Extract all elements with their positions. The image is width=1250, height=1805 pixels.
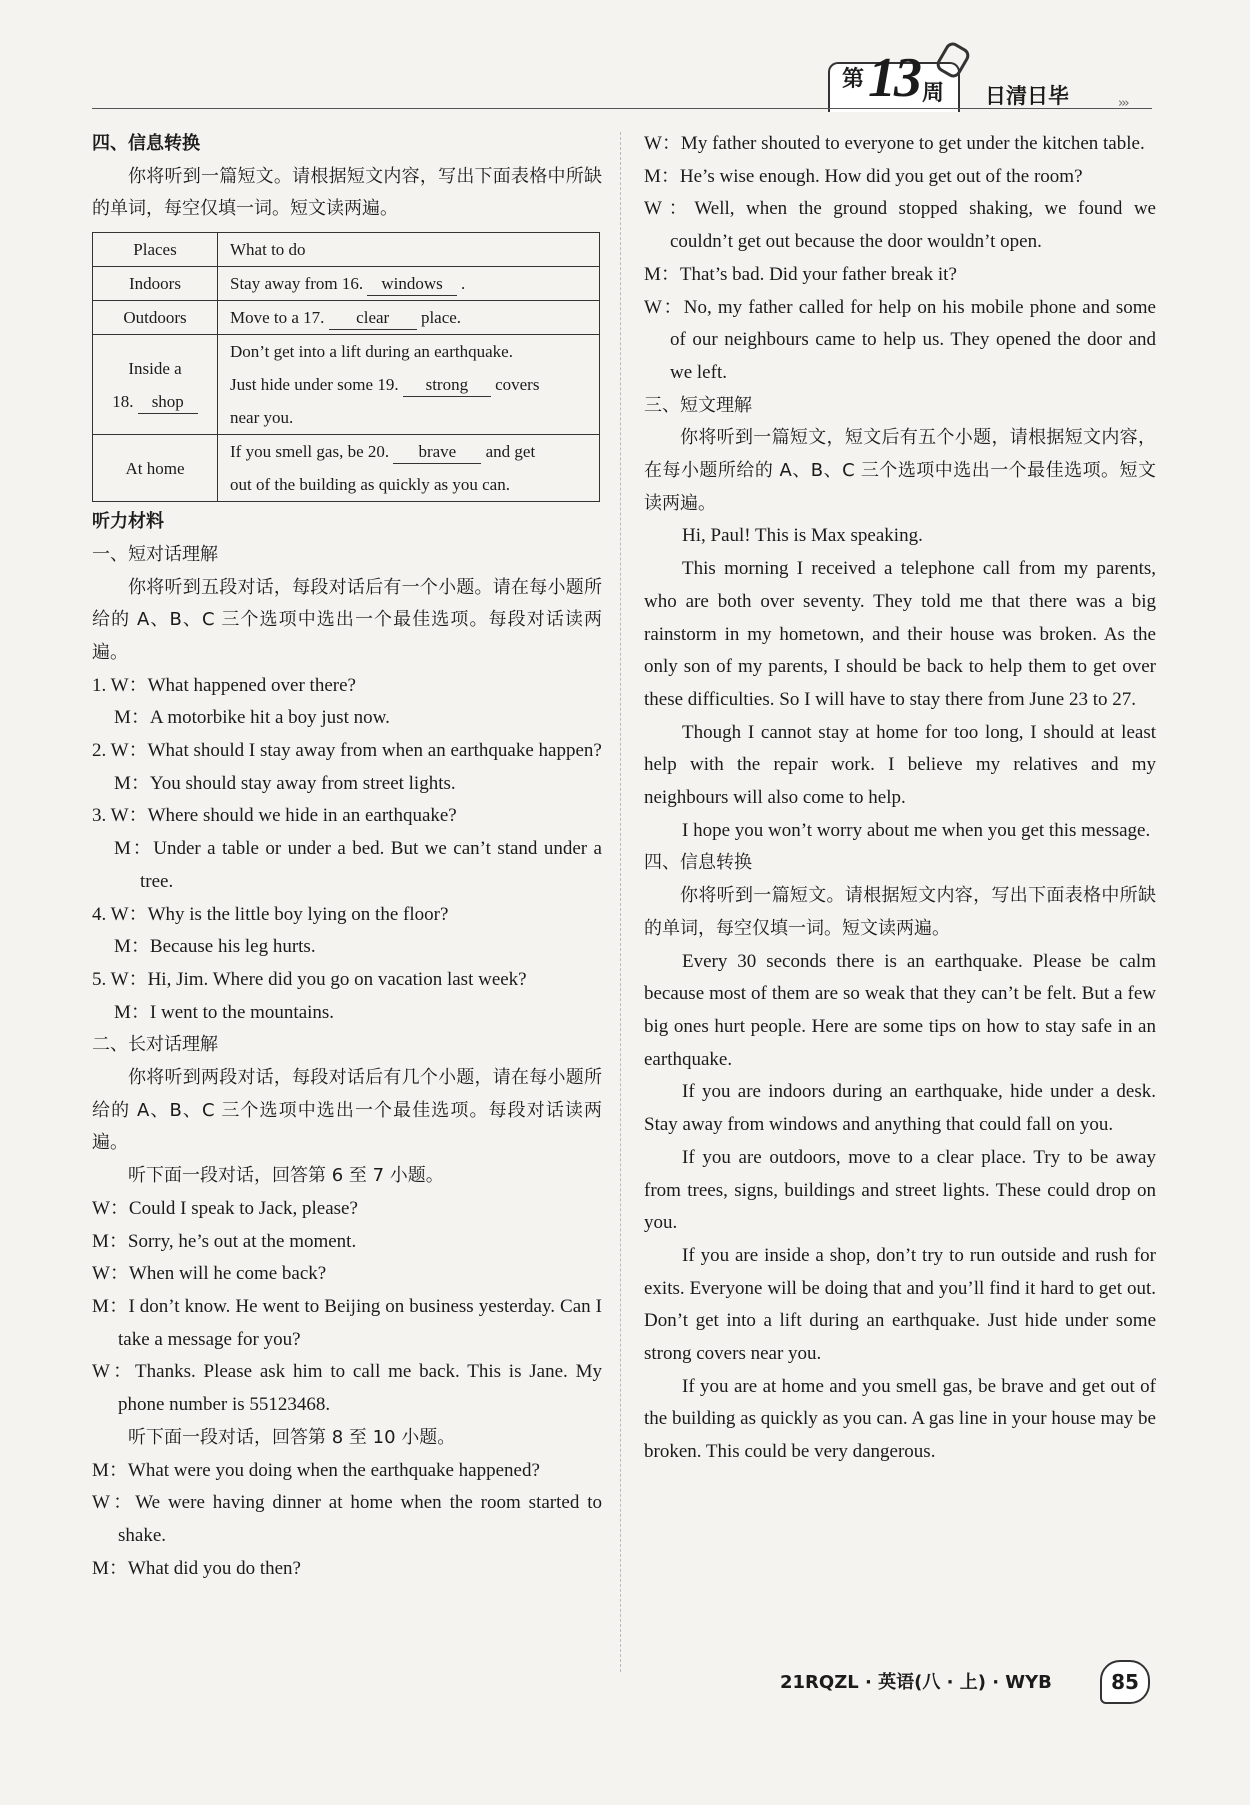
dialogue-line: W：No, my father called for help on his mobile phone and some of our neighbours came to help us. They opened the door and we left. — [644, 296, 1156, 383]
dialogue-line: 5. W：Hi, Jim. Where did you go on vacation last week? — [92, 968, 527, 990]
cell-line — [230, 435, 587, 468]
passage-paragraph: If you are outdoors, move to a clear place. Try to be away from trees, signs, buildings and street lights. These could drop on you. — [644, 1146, 1156, 1234]
table-cell — [218, 267, 600, 301]
table-cell: Indoors — [93, 267, 218, 301]
instruction: 你将听到五段对话，每段对话后有一个小题。请在每小题所给的 A、B、C 三个选项中选出一个最佳选项。每段对话读两遍。 — [92, 576, 602, 663]
cell-text: near you. — [230, 408, 294, 428]
week-number: 13 — [868, 47, 920, 109]
passage-paragraph: If you are indoors during an earthquake, hide under a desk. Stay away from windows and anything that could fall on you. — [644, 1081, 1156, 1136]
instruction: 你将听到一篇短文。请根据短文内容，写出下面表格中所缺的单词，每空仅填一词。短文读两遍。 — [644, 885, 1156, 939]
section-title: 二、长对话理解 — [92, 1034, 218, 1056]
answer-blank: strong — [403, 374, 491, 397]
dialogue-line: M：What did you do then? — [92, 1557, 301, 1579]
cell-text: place. — [420, 308, 462, 328]
dialogue-line: W：We were having dinner at home when the room started to shake. — [92, 1492, 602, 1546]
dialogue-line: M：I don’t know. He went to Beijing on business yesterday. Can I take a message for you? — [92, 1295, 602, 1350]
answer-blank: shop — [138, 391, 198, 414]
dialogue-line: M：Sorry, he’s out at the moment. — [92, 1230, 357, 1252]
cell-line — [230, 368, 587, 401]
dialogue-line: M：Under a table or under a bed. But we can’t stand under a tree. — [114, 838, 602, 892]
table-header: What to do — [218, 233, 600, 267]
section-title: 三、短文理解 — [644, 394, 752, 416]
material-title: 听力材料 — [92, 511, 164, 533]
book-code: 21RQZL · 英语(八 · 上) · WYB — [780, 1672, 1052, 1693]
dialogue-line: M：That’s bad. Did your father break it? — [644, 263, 957, 285]
cell-text: Just hide under some 19. — [230, 375, 399, 395]
right-column — [644, 128, 1156, 1469]
table-cell: At home — [93, 435, 218, 502]
cell-text: out of the building as quickly as you can. — [230, 475, 510, 495]
passage-paragraph: This morning I received a telephone call from my parents, who are both over seventy. They told me that there was a big rainstorm in my hometown, and their house was broken. As the only son of my parents, I should be back to help them to get over these difficulties. So I will have to stay there from June 23 to 27. — [644, 558, 1156, 710]
section-title: 四、信息转换 — [92, 133, 200, 154]
dialogue-line: M：He’s wise enough. How did you get out of the room? — [644, 165, 1083, 187]
table-cell — [218, 435, 600, 502]
page-number: 85 — [1100, 1660, 1150, 1704]
part-instruction: 听下面一段对话，回答第 8 至 10 小题。 — [128, 1426, 456, 1448]
dialogue-line: W：When will he come back? — [92, 1263, 327, 1285]
dialogue-line: 4. W：Why is the little boy lying on the floor? — [92, 903, 449, 925]
answer-blank: clear — [329, 307, 417, 330]
cell-line — [105, 385, 205, 418]
table-row — [93, 233, 600, 267]
cell-text: Move to a 17. — [230, 308, 325, 328]
header-rule — [92, 108, 1152, 109]
left-column — [92, 128, 602, 1585]
cell-text: If you smell gas, be 20. — [230, 442, 390, 462]
table-header: Places — [93, 233, 218, 267]
dialogue-line: 1. W：What happened over there? — [92, 674, 356, 696]
dialogue-line: W：Well, when the ground stopped shaking, we found we couldn’t get out because the door wouldn’t open. — [644, 198, 1156, 253]
header-title: 日清日毕 — [985, 84, 1069, 108]
column-divider — [620, 132, 621, 1672]
answer-blank: brave — [393, 441, 481, 464]
answer-blank: windows — [367, 273, 456, 296]
passage-paragraph: If you are at home and you smell gas, be brave and get out of the building as quickly as you can. A gas line in your house may be broken. This could be very dangerous. — [644, 1375, 1156, 1463]
part-instruction: 听下面一段对话，回答第 6 至 7 小题。 — [128, 1165, 444, 1187]
instruction: 你将听到两段对话，每段对话后有几个小题，请在每小题所给的 A、B、C 三个选项中选出一个最佳选项。每段对话读两遍。 — [92, 1067, 602, 1154]
dialogue-line: M：A motorbike hit a boy just now. — [114, 707, 390, 729]
table-cell: Outdoors — [93, 301, 218, 335]
passage-paragraph: Hi, Paul! This is Max speaking. — [682, 525, 923, 547]
dialogue-line: M：What were you doing when the earthquake happened? — [92, 1459, 540, 1481]
table-row — [93, 435, 600, 502]
dialogue-line: 2. W：What should I stay away from when an earthquake happen? — [92, 740, 602, 762]
cell-text: . — [461, 274, 466, 294]
arrows-icon: ››› — [1118, 96, 1128, 111]
section-title: 四、信息转换 — [644, 852, 752, 874]
passage-paragraph: If you are inside a shop, don’t try to run outside and rush for exits. Everyone will be doing that and you’ll find it hard to get out. Don’t get into a lift during an earthquake. Just hide under some strong covers near you. — [644, 1244, 1156, 1365]
table-cell — [218, 335, 600, 435]
week-suffix: 周 — [922, 81, 945, 106]
dialogue-line: 3. W：Where should we hide in an earthquake? — [92, 805, 457, 827]
table-row — [93, 335, 600, 435]
cell-text: Inside a — [128, 358, 182, 378]
info-table — [92, 232, 600, 502]
instruction: 你将听到一篇短文。请根据短文内容，写出下面表格中所缺的单词，每空仅填一词。短文读两遍。 — [92, 165, 602, 220]
passage-paragraph: Though I cannot stay at home for too long, I should at least help with the repair work. I believe my relatives and my neighbours will also come to help. — [644, 721, 1156, 809]
dialogue-line: W：Thanks. Please ask him to call me back. This is Jane. My phone number is 55123468. — [92, 1361, 602, 1416]
instruction: 你将听到一篇短文，短文后有五个小题，请根据短文内容，在每小题所给的 A、B、C 三个选项中选出一个最佳选项。短文读两遍。 — [644, 427, 1156, 514]
table-cell — [93, 335, 218, 435]
table-row — [93, 267, 600, 301]
section-title: 一、短对话理解 — [92, 543, 218, 565]
table-cell — [218, 301, 600, 335]
table-row — [93, 301, 600, 335]
cell-text: and get — [485, 442, 536, 462]
passage-paragraph: Every 30 seconds there is an earthquake. Please be calm because most of them are so weak that they can’t be felt. But a few big ones hurt people. Here are some tips on how to stay safe in an earthquake. — [644, 950, 1156, 1070]
passage-paragraph: I hope you won’t worry about me when you get this message. — [682, 819, 1151, 841]
week-prefix: 第 — [842, 67, 865, 92]
dialogue-line: W：My father shouted to everyone to get under the kitchen table. — [644, 133, 1145, 154]
dialogue-line: W：Could I speak to Jack, please? — [92, 1197, 358, 1219]
cell-text: Don’t get into a lift during an earthquake. — [230, 342, 513, 362]
dialogue-line: M：Because his leg hurts. — [114, 936, 316, 958]
cell-text: Stay away from 16. — [230, 274, 364, 294]
dialogue-line: M：I went to the mountains. — [114, 1001, 335, 1023]
dialogue-line: M：You should stay away from street lights. — [114, 772, 456, 794]
cell-text: covers — [495, 375, 540, 395]
cell-text: 18. — [112, 391, 134, 411]
